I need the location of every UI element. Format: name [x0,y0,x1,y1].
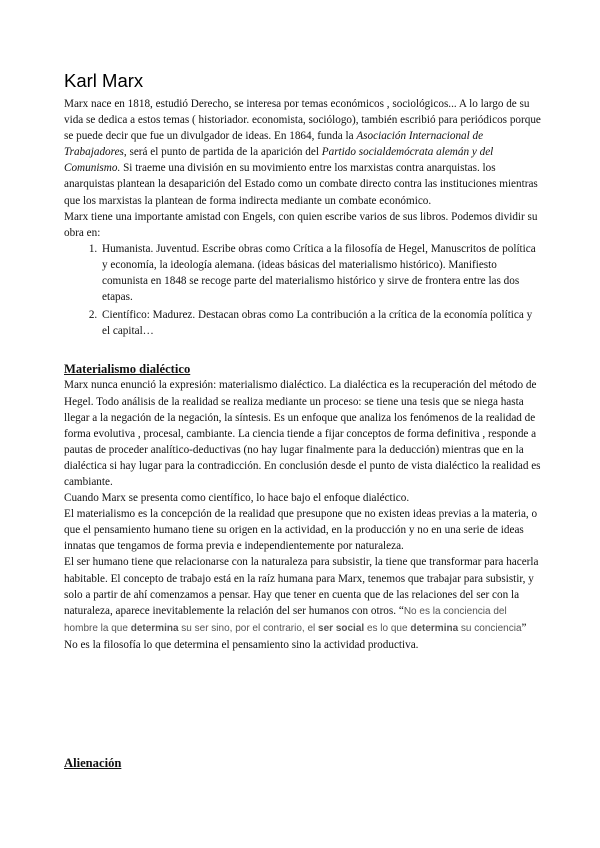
paragraph-text: ” No es la filosofía lo que determina el pensamiento sino la actividad productiva. [64,621,527,651]
section-heading-alienacion: Alienación [64,756,122,770]
intro-emphasis-asociacion: Asociación Internacional de Trabajadores [64,130,484,159]
section-heading-materialismo: Materialismo dialéctico [64,362,191,377]
quote-text: No es la conciencia del hombre la que [64,605,507,634]
paragraph-text: El ser humano tiene que relacionarse con la naturaleza para subsistir, la tiene que transformar para hacerla habitable. El concepto de trabajo está en la raíz humana para Marx, tenemos que trabajar para subsistir, y solo a partir de ahí comenzamos a pensar. Hay que tener en cuenta que de las relaciones del ser con la naturaleza, aparece inevitablemente la relación del ser humanos con otros. “ [64,556,539,617]
list-item: 2. Científico: Madurez. Destacan obras como La contribución a la crítica de la economía política y el capital… [100,307,542,339]
quote-text: es lo que [364,622,411,634]
quote-text: su ser sino, por el contrario, el [178,622,319,634]
materialismo-paragraph-3: El materialismo es la concepción de la realidad que presupone que no existen ideas previas a la materia, o que el pensamiento humano tiene su origen en la actividad, en la producción y no en una serie de ideas innatas que tengamos de forma previa e independientemente por naturaleza. [64,508,538,553]
intro-emphasis-partido: Partido socialdemócrata alemán y del Comunismo. [64,146,494,175]
works-list [64,241,542,340]
quote-text: su conciencia [458,622,522,634]
materialismo-paragraph-1: Marx nunca enunció la expresión: materialismo dialéctico. La dialéctica es la recuperación del método de Hegel. Todo análisis de la realidad se realiza mediante un proceso: se tiene una tesis que se niega hasta llegar a la negación de la negación, la síntesis. Es un enfoque que analiza los fenómenos de la realidad de forma evolutiva , procesal, cambiante. La ciencia tiende a fijar conceptos de forma definitiva , responde a pautas de proceder analítico-deductivas (no hay lugar finalmente para la deducción) mientras que en la dialéctica si hay lugar para la contradicción. En conclusión desde el punto de vista dialéctico la realidad es cambiante. [64,379,541,488]
list-item: 1. Humanista. Juventud. Escribe obras como Crítica a la filosofía de Hegel, Manuscritos de política y economía, la ideología alemana. (ideas básicas del materialismo histórico). Manifiesto comunista en 1848 se recoge parte del materialismo histórico y sirve de frontera entre las dos etapas. [100,241,542,305]
intro-paragraph-2: Marx tiene una importante amistad con Engels, con quien escribe varios de sus libros. Podemos dividir su obra en: [64,210,538,239]
materialismo-paragraph-2: Cuando Marx se presenta como científico, lo hace bajo el enfoque dialéctico. [64,492,410,505]
quote-bold: ser social [318,622,365,634]
quote-bold: determina [130,622,179,634]
materialismo-paragraph-4 [64,554,542,653]
page-title: Karl Marx [64,70,144,91]
document-page [64,70,542,770]
intro-text-3: Si traeme una división en su movimiento entre los marxistas contra anarquistas. los anarquistas plantean la desaparición del Estado como un combate directo contra las instituciones mientras que los marxistas la plantean de forma indirecta mediante un combate económico. [64,162,538,207]
intro-paragraph [64,96,542,209]
intro-text-1: Marx nace en 1818, estudió Derecho, se interesa por temas económicos , sociológicos... A lo largo de su vida se dedica a estos temas ( historiador. economista, sociólogo), también escribió para periódicos porque se puede decir que fue un divulgador de ideas. En 1864, funda la [64,98,541,143]
intro-text-2: , será el punto de partida de la aparición del [123,146,322,159]
quote-bold: determina [410,622,459,634]
